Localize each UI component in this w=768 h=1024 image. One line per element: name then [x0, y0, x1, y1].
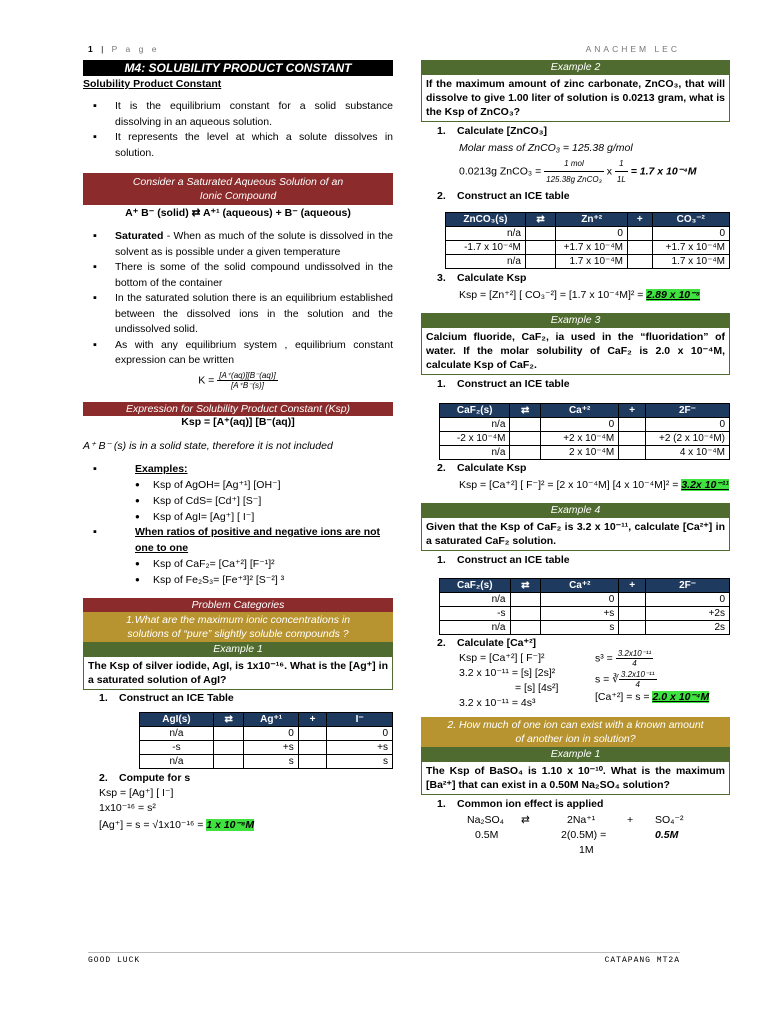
table-header: 2F⁻: [646, 579, 730, 593]
molar-mass-line: Molar mass of ZnCO₃ = 125.38 g/mol: [459, 142, 633, 154]
table-header: ⇄: [213, 713, 244, 727]
problem-categories-banner: Problem Categories: [83, 598, 393, 612]
section-subtitle: Solubility Product Constant: [83, 78, 222, 90]
ice-table-agi: [139, 712, 393, 769]
ratio-label: When ratios of positive and negative ions are not one to one: [135, 526, 381, 554]
concentration-calc: 0.0213g ZnCO₃ = $\frac{\text{1 mol}}{\text{125.38g ZnCO₃}}$ x $\frac{1}{1L}$ = 1.7 x 10⁻⁴M: [459, 156, 730, 187]
table-row: n/a 1.7 x 10⁻⁴M 1.7 x 10⁻⁴M: [446, 255, 730, 269]
answer-highlight: 2.0 x 10⁻⁴M: [652, 691, 710, 703]
step-2: 2. Calculate Ksp: [437, 462, 527, 474]
list-item: ● Ksp of AgOH= [Ag⁺¹] [OH⁻]: [83, 477, 393, 493]
list-item: ▪ It represents the level at which a solute dissolves in solution.: [83, 130, 393, 161]
k-expression: K = $\frac{[A^+(aq)][B^-(aq)]}{[A^+B^-(s)]}$: [198, 370, 276, 390]
ratio-examples: [83, 556, 393, 588]
list-item: [83, 462, 393, 478]
example-2-banner: Example 2: [421, 60, 730, 74]
ratio-list: [83, 525, 393, 556]
table-row: -s +s +2s: [440, 607, 730, 621]
ice-table-znco3: [445, 212, 730, 269]
table-row: n/a 0 0: [140, 727, 393, 741]
table-row: n/a 2 x 10⁻⁴M 4 x 10⁻⁴M: [440, 446, 730, 460]
table-header: +: [298, 713, 327, 727]
ksp-expression: Ksp = [A⁺(aq)] [B⁻(aq)]: [181, 415, 295, 428]
table-header: +: [627, 213, 652, 227]
table-header: CO₃⁻²: [652, 213, 729, 227]
answer-highlight: 3.2x 10⁻¹¹: [681, 479, 729, 491]
step-1: 1. Construct an ICE table: [437, 378, 570, 390]
intro-list: [83, 99, 393, 161]
ksp-calc-line: Ksp = [Zn⁺²] [ CO₃⁻²] = [1.7 x 10⁻⁴M]² = 2.89 x 10⁻⁸: [459, 289, 701, 301]
answer-highlight: 1 x 10⁻⁸M: [206, 819, 255, 831]
table-header: Zn⁺²: [556, 213, 628, 227]
example-2-question: If the maximum amount of zinc carbonate, ZnCO₃, that will dissolve to give 1.00 liter of solution is 0.0213 gram, what is the Ksp of ZnCO₃?: [421, 74, 730, 122]
table-row: n/a s s: [140, 755, 393, 769]
ice-table-caf2: [439, 403, 730, 460]
example-4-question: Given that the Ksp of CaF₂ is 3.2 x 10⁻¹¹, calculate [Ca²⁺] in a saturated CaF₂ solution.: [421, 517, 730, 551]
saturated-term: Saturated: [115, 230, 164, 242]
table-header: Ca⁺²: [541, 404, 619, 418]
example-1b-question: The Ksp of BaSO₄ is 1.10 x 10⁻¹⁰. What is the maximum [Ba²⁺] that can exist in a 0.50M Na₂SO₄ solution?: [421, 761, 730, 795]
category-2-banner: 2. How much of one ion can exist with a known amount of another ion in solution?: [421, 717, 730, 747]
dissolution-reaction: A⁺ B⁻ (solid) ⇄ A⁺¹ (aqueous) + B⁻ (aqueous): [125, 207, 351, 219]
example-1-question: The Ksp of silver iodide, AgI, is 1x10⁻¹⁶. What is the [Ag⁺] in a saturated solution of AgI?: [83, 656, 393, 690]
table-header: +: [619, 404, 646, 418]
list-item: ● Ksp of Fe₂S₃= [Fe⁺³]² [S⁻²] ³: [83, 572, 393, 588]
table-row: n/a 0 0: [440, 593, 730, 607]
step-3: 3. Calculate Ksp: [437, 272, 527, 284]
table-row: -s +s +s: [140, 741, 393, 755]
common-ion-reaction: Na₂SO₄ ⇄ 2Na⁺¹ + SO₄⁻² 0.5M 2(0.5M) = 0.5M 1M: [467, 814, 684, 856]
table-row: -2 x 10⁻⁴M +2 x 10⁻⁴M +2 (2 x 10⁻⁴M): [440, 432, 730, 446]
step-2: 2. Construct an ICE table: [437, 190, 570, 202]
example-4-banner: Example 4: [421, 503, 730, 517]
table-row: n/a 0 0: [440, 418, 730, 432]
table-header: Ag⁺¹: [244, 713, 298, 727]
consider-banner: Consider a Saturated Aqueous Solution of an Ionic Compound: [83, 173, 393, 205]
saturated-list: [83, 229, 393, 369]
list-item: ▪ It is the equilibrium constant for a solid substance dissolving in an aqueous solution.: [83, 99, 393, 130]
table-header: ⇄: [510, 579, 541, 593]
step-1: 1. Construct an ICE table: [437, 554, 570, 566]
table-row: -1.7 x 10⁻⁴M +1.7 x 10⁻⁴M +1.7 x 10⁻⁴M: [446, 241, 730, 255]
right-column: [421, 60, 730, 862]
step-1: 1. Common ion effect is applied: [437, 798, 604, 810]
calc-line: Ksp = [Ag⁺] [ I⁻]: [99, 787, 174, 799]
footer-right-text: CATAPANG MT2A: [604, 956, 680, 965]
page-number: 1: [88, 44, 96, 54]
ksp-calc-line: Ksp = [Ca⁺²] [ F⁻]² = [2 x 10⁻⁴M] [4 x 10⁻⁴M]² = 3.2x 10⁻¹¹: [459, 479, 729, 491]
ex4-right-lines: s³ = $\frac{\text{3.2x10⁻¹¹}}{4}$ s = ∛ $\frac{\text{3.2x10⁻¹¹}}{4}$ [Ca⁺²] = s = 2.0 x 10⁻⁴M: [595, 649, 710, 703]
ex4-left-lines: Ksp = [Ca⁺²] [ F⁻]² 3.2 x 10⁻¹¹ = [s] [2s]² = [s] [4s²] 3.2 x 10⁻¹¹ = 4s³: [459, 652, 559, 709]
expression-banner: Expression for Solubility Product Constant (Ksp): [83, 402, 393, 416]
footer-left-text: GOOD LUCK: [88, 956, 141, 965]
step-2: 2. Calculate [Ca⁺²]: [437, 637, 537, 649]
list-item: ● Ksp of CdS= [Cd⁺] [S⁻]: [83, 493, 393, 509]
step-1: 1. Calculate [ZnCO₃]: [437, 125, 548, 137]
list-item: ▪ In the saturated solution there is an equilibrium established between the dissolved ions in the solution and the undissolved solid.: [83, 291, 393, 338]
ksp-examples: [83, 477, 393, 525]
page-word: P a g e: [111, 44, 160, 54]
example-3-question: Calcium fluoride, CaF₂, ia used in the “fluoridation” of water. If the molar solubility of CaF₂ is 2.0 x 10⁻⁴M, calculate Ksp of CaF₂.: [421, 327, 730, 375]
table-header: 2F⁻: [645, 404, 729, 418]
calc-line: 1x10⁻¹⁶ = s²: [99, 802, 156, 814]
page-header: 1 | P a g e ANACHEM LEC: [88, 44, 680, 54]
saturated-definition: - When as much of the solute is dissolved in the solvent as is possible under a given temperature: [115, 230, 393, 258]
solid-state-note: A⁺ B⁻ (s) is in a solid state, therefore it is not included: [83, 439, 333, 452]
example-3-banner: Example 3: [421, 313, 730, 327]
list-item: ▪ As with any equilibrium system , equilibrium constant expression can be written: [83, 338, 393, 369]
step-1: 1. Construct an ICE Table: [99, 692, 234, 704]
list-item: ● Ksp of CaF₂= [Ca⁺²] [F⁻¹]²: [83, 556, 393, 572]
list-item: [83, 525, 393, 556]
table-header: CaF₂(s): [440, 579, 511, 593]
list-item: ● Ksp of AgI= [Ag⁺] [ I⁻]: [83, 509, 393, 525]
examples-label: Examples:: [135, 462, 188, 475]
left-column: [83, 60, 393, 833]
ice-table-caf2-s: [439, 578, 730, 635]
table-header: ⇄: [525, 213, 555, 227]
table-row: n/a s 2s: [440, 621, 730, 635]
table-header: AgI(s): [140, 713, 214, 727]
table-header: CaF₂(s): [440, 404, 510, 418]
answer-highlight: 2.89 x 10⁻⁸: [646, 289, 701, 301]
step-2: 2. Compute for s: [99, 772, 191, 784]
table-row: n/a 0 0: [446, 227, 730, 241]
example-1-banner: Example 1: [83, 642, 393, 656]
calc-answer-line: [Ag⁺] = s = √1x10⁻¹⁶ = 1 x 10⁻⁸M: [99, 819, 255, 831]
example-1b-banner: Example 1: [421, 747, 730, 761]
category-1-banner: 1.What are the maximum ionic concentrations in solutions of “pure” slightly soluble compounds ?: [83, 612, 393, 642]
table-header: I⁻: [327, 713, 393, 727]
table-header: Ca⁺²: [541, 579, 619, 593]
table-header: ZnCO₃(s): [446, 213, 526, 227]
header-right-text: ANACHEM LEC: [585, 44, 680, 54]
page-title: M4: SOLUBILITY PRODUCT CONSTANT: [83, 60, 393, 76]
table-header: +: [619, 579, 646, 593]
ex4-calc-block: [421, 651, 730, 713]
table-header: ⇄: [510, 404, 541, 418]
list-item: ▪ There is some of the solid compound undissolved in the bottom of the container: [83, 260, 393, 291]
list-item: [83, 229, 393, 260]
examples-list: [83, 462, 393, 478]
page-footer: [88, 952, 680, 965]
